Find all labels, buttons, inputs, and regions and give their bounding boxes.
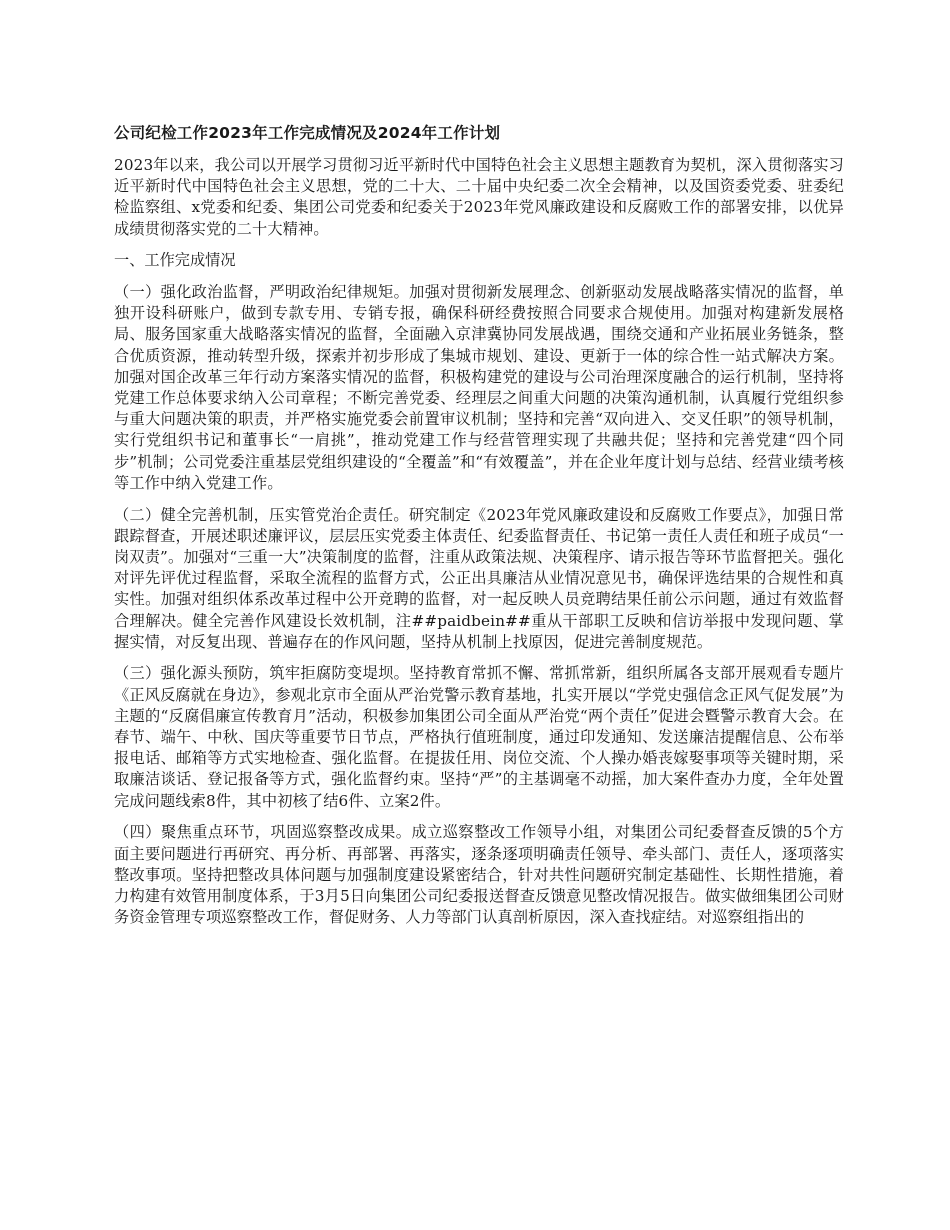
document-page	[114, 122, 844, 939]
paragraph-source-prevention: （三）强化源头预防，筑牢拒腐防变堤坝。坚持教育常抓不懈、常抓常新，组织所属各支部开展观看专题片《正风反腐就在身边》，参观北京市全面从严治党警示教育基地，扎实开展以“学党史强信念正风气促发展”为主题的“反腐倡廉宣传教育月”活动，积极参加集团公司全面从严治党“两个责任”促进会暨警示教育大会。在春节、端午、中秋、国庆等重要节日节点，严格执行值班制度，通过印发通知、发送廉洁提醒信息、公布举报电话、邮箱等方式实地检查、强化监督。在提拔任用、岗位交流、个人操办婚丧嫁娶事项等关键时期，采取廉洁谈话、登记报备等方式，强化监督约束。坚持“严”的主基调毫不动摇，加大案件查办力度，全年处置完成问题线索8件，其中初核了结6件、立案2件。	[114, 664, 844, 810]
paragraph-political-supervision: （一）强化政治监督，严明政治纪律规矩。加强对贯彻新发展理念、创新驱动发展战略落实情况的监督，单独开设科研账户，做到专款专用、专销专报，确保科研经费按照合同要求合规使用。加强对构建新发展格局、服务国家重大战略落实情况的监督，全面融入京津冀协同发展战遇，围绕交通和产业拓展业务链条，整合优质资源，推动转型升级，探索并初步形成了集城市规划、建设、更新于一体的综合性一站式解决方案。加强对国企改革三年行动方案落实情况的监督，积极构建党的建设与公司治理深度融合的运行机制，坚持将党建工作总体要求纳入公司章程；不断完善党委、经理层之间重大问题的决策沟通机制，认真履行党组织参与重大问题决策的职责，并严格实施党委会前置审议机制；坚持和完善“双向进入、交叉任职”的领导机制，实行党组织书记和董事长“一肩挑”，推动党建工作与经营管理实现了共融共促；坚持和完善党建“四个同步”机制；公司党委注重基层党组织建设的“全覆盖”和“有效覆盖”，并在企业年度计划与总结、经营业绩考核等工作中纳入党建工作。	[114, 283, 844, 492]
section-heading-work-completion: 一、工作完成情况	[114, 251, 236, 270]
document-title: 公司纪检工作2023年工作完成情况及2024年工作计划	[114, 124, 501, 142]
paragraph-mechanism-improvement: （二）健全完善机制，压实管党治企责任。研究制定《2023年党风廉政建设和反腐败工作要点》，加强日常跟踪督查，开展述职述廉评议，层层压实党委主体责任、纪委监督责任、书记第一责任人责任和班子成员“一岗双责”。加强对“三重一大”决策制度的监督，注重从政策法规、决策程序、请示报告等环节监督把关。强化对评先评优过程监督，采取全流程的监督方式，公正出具廉洁从业情况意见书，确保评选结果的合规性和真实性。加强对组织体系改革过程中公开竞聘的监督，对一起反映人员竞聘结果任前公示问题，通过有效监督合理解决。健全完善作风建设长效机制，注##paidbein##重从干部职工反映和信访举报中发现问题、掌握实情，对反复出现、普遍存在的作风问题，坚持从机制上找原因，促进完善制度规范。	[114, 505, 844, 651]
intro-paragraph: 2023年以来，我公司以开展学习贯彻习近平新时代中国特色社会主义思想主题教育为契机，深入贯彻落实习近平新时代中国特色社会主义思想，党的二十大、二十届中央纪委二次全会精神，以及国资委党委、驻委纪检监察组、x党委和纪委、集团公司党委和纪委关于2023年党风廉政建设和反腐败工作的部署安排，以优异成绩贯彻落实党的二十大精神。	[114, 156, 844, 238]
paragraph-inspection-rectification: （四）聚焦重点环节，巩固巡察整改成果。成立巡察整改工作领导小组，对集团公司纪委督查反馈的5个方面主要问题进行再研究、再分析、再部署、再落实，逐条逐项明确责任领导、牵头部门、责任人，逐项落实整改事项。坚持把整改具体问题与加强制度建设紧密结合，针对共性问题研究制定基础性、长期性措施，着力构建有效管用制度体系，于3月5日向集团公司纪委报送督查反馈意见整改情况报告。做实做细集团公司财务资金管理专项巡察整改工作，督促财务、人力等部门认真剖析原因，深入查找症结。对巡察组指出的	[114, 823, 844, 927]
